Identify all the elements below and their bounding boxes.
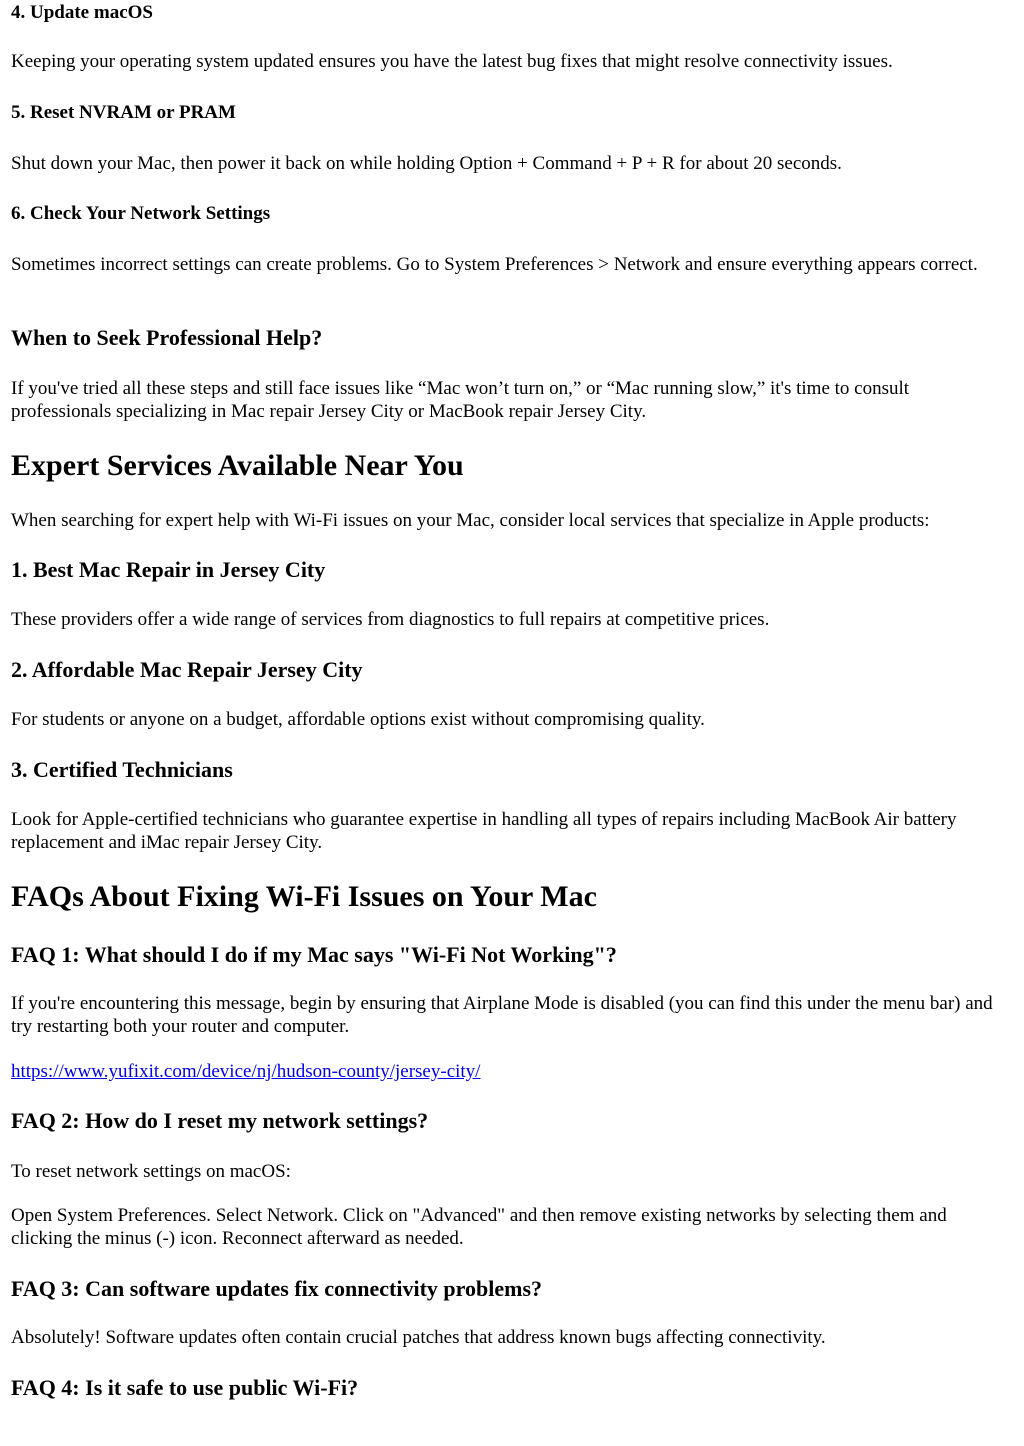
tip-5-heading: 5. Reset NVRAM or PRAM xyxy=(11,102,236,123)
faq-2-question: FAQ 2: How do I reset my network settings? xyxy=(11,1108,429,1133)
service-1-text: These providers offer a wide range of services from diagnostics to full repairs at competitive prices. xyxy=(11,609,770,630)
service-3-text: Look for Apple-certified technicians who guarantee expertise in handling all types of repairs including MacBook Air battery replacement and iMac repair Jersey City. xyxy=(11,809,957,853)
service-1-heading: 1. Best Mac Repair in Jersey City xyxy=(11,557,326,582)
faq-1-question: FAQ 1: What should I do if my Mac says "Wi-Fi Not Working"? xyxy=(11,942,617,967)
professional-help-text: If you've tried all these steps and still face issues like “Mac won’t turn on,” or “Mac running slow,” it's time to consult professionals specializing in Mac repair Jersey City or MacBook repair Jersey City. xyxy=(11,378,910,422)
service-3-heading: 3. Certified Technicians xyxy=(11,757,233,782)
faq-3-answer: Absolutely! Software updates often contain crucial patches that address known bugs affecting connectivity. xyxy=(11,1327,826,1348)
expert-services-intro: When searching for expert help with Wi-Fi issues on your Mac, consider local services that specialize in Apple products: xyxy=(11,510,930,531)
tip-5-text: Shut down your Mac, then power it back on while holding Option + Command + P + R for about 20 seconds. xyxy=(11,153,842,174)
tip-6-text: Sometimes incorrect settings can create problems. Go to System Preferences > Network and ensure everything appears correct. xyxy=(11,254,978,275)
faq-2-answer: To reset network settings on macOS: xyxy=(11,1161,291,1182)
faqs-heading: FAQs About Fixing Wi-Fi Issues on Your Mac xyxy=(11,880,597,913)
expert-services-heading: Expert Services Available Near You xyxy=(11,449,464,482)
faq-1-link-paragraph xyxy=(11,1060,1011,1083)
faq-1-answer: If you're encountering this message, begin by ensuring that Airplane Mode is disabled (you can find this under the menu bar) and try restarting both your router and computer. xyxy=(11,993,993,1037)
service-2-heading: 2. Affordable Mac Repair Jersey City xyxy=(11,657,363,682)
tip-6-heading: 6. Check Your Network Settings xyxy=(11,203,271,224)
faq-2-answer-steps: Open System Preferences. Select Network. Click on "Advanced" and then remove existing networks by selecting them and clicking the minus (-) icon. Reconnect afterward as needed. xyxy=(11,1205,947,1249)
faq-4-question: FAQ 4: Is it safe to use public Wi-Fi? xyxy=(11,1375,359,1400)
tip-4-heading: 4. Update macOS xyxy=(11,2,153,23)
faq-3-question: FAQ 3: Can software updates fix connectivity problems? xyxy=(11,1276,543,1301)
tip-4-text: Keeping your operating system updated ensures you have the latest bug fixes that might resolve connectivity issues. xyxy=(11,51,893,72)
service-2-text: For students or anyone on a budget, affordable options exist without compromising quality. xyxy=(11,709,705,730)
yufixit-jersey-city-link[interactable]: https://www.yufixit.com/device/nj/hudson-county/jersey-city/ xyxy=(11,1061,481,1082)
professional-help-heading: When to Seek Professional Help? xyxy=(11,325,323,350)
